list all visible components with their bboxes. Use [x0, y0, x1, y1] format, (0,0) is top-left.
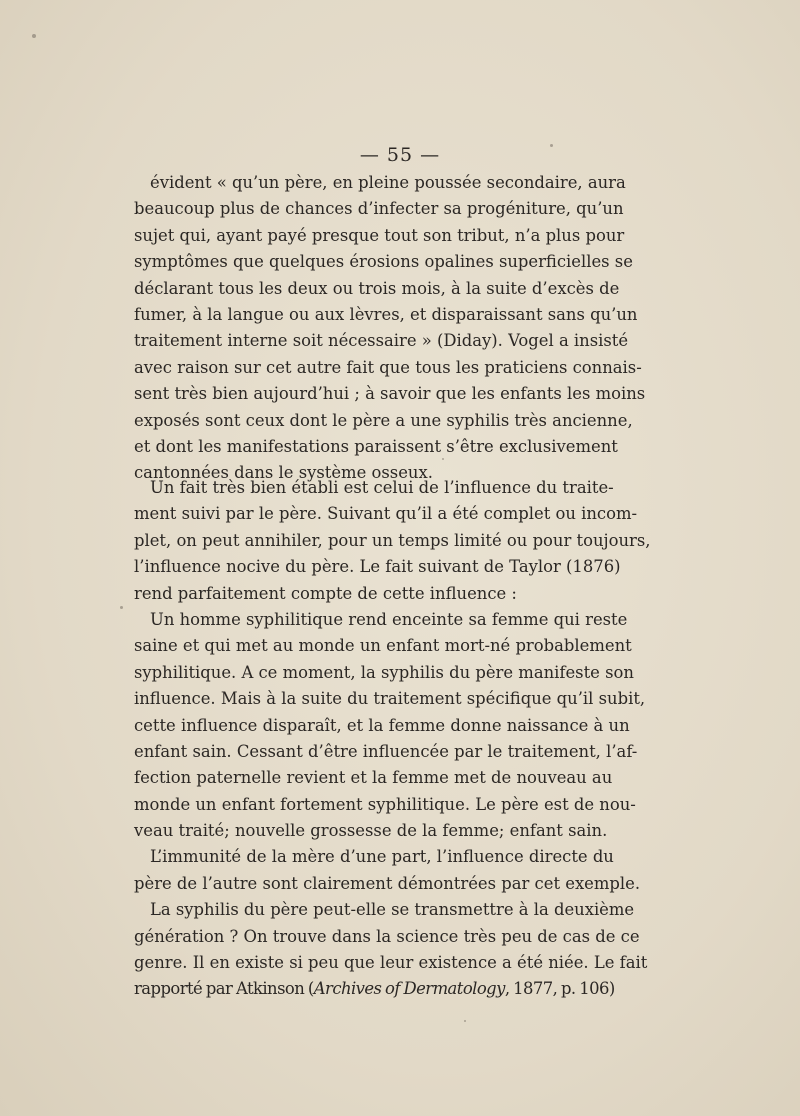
page-number: — 55 — [359, 144, 441, 166]
journal-title: Archives of Dermatology [313, 979, 505, 999]
paper-speck [464, 1020, 466, 1022]
text-line: avec raison sur cet autre fait que tous les praticiens connais- [134, 357, 642, 377]
paper-speck [120, 606, 123, 609]
text-line: L’immunité de la mère d’une part, l’influence directe du [150, 847, 614, 867]
text-line: genre. Il en existe si peu que leur existence a été niée. Le fait [134, 953, 648, 973]
text-line: cantonnées dans le système osseux. [134, 463, 433, 483]
paper-speck [32, 34, 36, 38]
text-line: père de l’autre sont clairement démontrées par cet exemple. [134, 873, 641, 893]
text-line: influence. Mais à la suite du traitement spécifique qu’il subit, [134, 689, 646, 709]
text-line: déclarant tous les deux ou trois mois, à la suite d’excès de [134, 278, 620, 298]
text-line: fection paternelle revient et la femme met de nouveau au [134, 768, 613, 788]
text-line: et dont les manifestations paraissent s’être exclusivement [134, 436, 618, 456]
text-line: Un fait très bien établi est celui de l’influence du traite- [150, 478, 614, 497]
text-line: rend parfaitement compte de cette influence : [134, 583, 517, 603]
text-line: l’influence nocive du père. Le fait suivant de Taylor (1876) [134, 557, 621, 577]
text-line: veau traité; nouvelle grossesse de la femme; enfant sain. [134, 821, 608, 841]
text-line: beaucoup plus de chances d’infecter sa progéniture, qu’un [134, 199, 624, 219]
text-line: symptômes que quelques érosions opalines superficielles se [134, 252, 633, 272]
paper-speck [442, 458, 444, 460]
text-line: enfant sain. Cessant d’être influencée par le traitement, l’af- [134, 741, 638, 761]
text-line: ment suivi par le père. Suivant qu’il a été complet ou incom- [134, 504, 638, 524]
text-line: cette influence disparaît, et la femme donne naissance à un [134, 715, 630, 735]
text-line: syphilitique. A ce moment, la syphilis du père manifeste son [134, 662, 634, 682]
text-line: traitement interne soit nécessaire » (Diday). Vogel a insisté [134, 331, 629, 351]
text-line-final [134, 976, 615, 1002]
text-line: fumer, à la langue ou aux lèvres, et disparaissant sans qu’un [134, 304, 638, 324]
text-line: Un homme syphilitique rend enceinte sa femme qui reste [150, 609, 628, 629]
paper-speck [550, 144, 553, 147]
paragraph-2 [134, 475, 651, 1003]
citation-prefix: rapporté par Atkinson ( [134, 979, 314, 999]
text-line: monde un enfant fortement syphilitique. Le père est de nou- [134, 794, 636, 814]
text-line: saine et qui met au monde un enfant mort-né probablement [134, 636, 632, 656]
text-line: sent très bien aujourd’hui ; à savoir que les enfants les moins [134, 384, 646, 404]
text-line: plet, on peut annihiler, pour un temps limité ou pour toujours, [134, 530, 651, 550]
text-line: génération ? On trouve dans la science très peu de cas de ce [134, 926, 640, 946]
text-line: évident « qu’un père, en pleine poussée secondaire, aura [150, 173, 626, 192]
text-line: exposés sont ceux dont le père a une syphilis très ancienne, [134, 410, 633, 430]
text-line: sujet qui, ayant payé presque tout son tribut, n’a plus pour [134, 225, 625, 245]
citation-suffix: , 1877, p. 106) [504, 979, 615, 999]
paragraph-1 [134, 170, 646, 487]
text-line: La syphilis du père peut-elle se transmettre à la deuxième [150, 900, 635, 920]
